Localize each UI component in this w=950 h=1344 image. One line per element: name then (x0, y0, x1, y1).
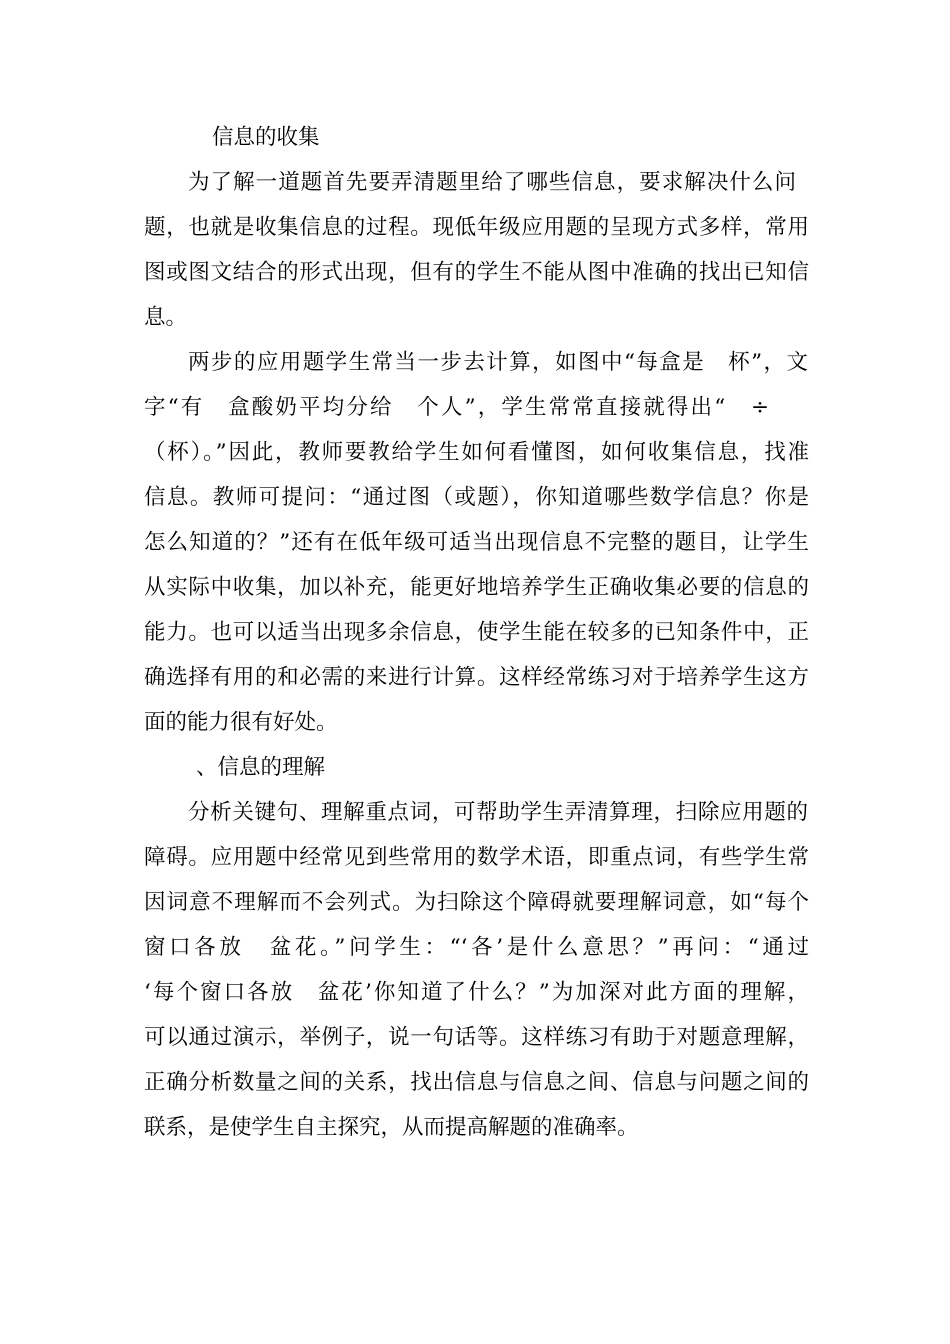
text-line: 息。 (144, 305, 188, 330)
text-line: （杯）。”因此，教师要教给学生如何看懂图，如何收集信息，找准 (144, 440, 809, 465)
text-line: 两步的应用题学生常当一步去计算，如图中“每盒是 杯”，文 (188, 350, 808, 375)
text-line: 字“有 盒酸奶平均分给 个人”，学生常常直接就得出“ ÷ (144, 395, 769, 420)
text-line: 窗口各放 盆花。”问学生：“‘各’是什么意思？”再问：“通过 (144, 935, 809, 960)
text-line: 为了解一道题首先要弄清题里给了哪些信息，要求解决什么问 (188, 170, 796, 195)
text-line: 可以通过演示，举例子，说一句话等。这样练习有助于对题意理解， (144, 1025, 809, 1050)
text-line: 面的能力很有好处。 (144, 710, 338, 735)
text-line: 障碍。应用题中经常见到些常用的数学术语，即重点词，有些学生常 (144, 845, 809, 870)
text-line: ‘每个窗口各放 盆花’你知道了什么？”为加深对此方面的理解， (144, 980, 809, 1005)
text-line: 从实际中收集，加以补充，能更好地培养学生正确收集必要的信息的 (144, 575, 809, 600)
section-heading-collection: 信息的收集 (212, 125, 320, 150)
text-line: 分析关键句、理解重点词，可帮助学生弄清算理，扫除应用题的 (188, 800, 808, 825)
text-line: 正确分析数量之间的关系，找出信息与信息之间、信息与问题之间的 (144, 1070, 809, 1095)
text-line: 怎么知道的？”还有在低年级可适当出现信息不完整的题目，让学生 (144, 530, 809, 555)
text-line: 确选择有用的和必需的来进行计算。这样经常练习对于培养学生这方 (144, 665, 809, 690)
text-line: 题，也就是收集信息的过程。现低年级应用题的呈现方式多样，常用 (144, 215, 809, 240)
text-line: 因词意不理解而不会列式。为扫除这个障碍就要理解词意，如“每个 (144, 890, 809, 915)
text-line: 联系，是使学生自主探究，从而提高解题的准确率。 (144, 1115, 639, 1140)
section-heading-understanding: 、信息的理解 (196, 755, 326, 780)
text-line: 图或图文结合的形式出现，但有的学生不能从图中准确的找出已知信 (144, 260, 809, 285)
text-line: 能力。也可以适当出现多余信息，使学生能在较多的已知条件中，正 (144, 620, 809, 645)
text-line: 信息。教师可提问：“通过图（或题），你知道哪些数学信息？你是 (144, 485, 809, 510)
